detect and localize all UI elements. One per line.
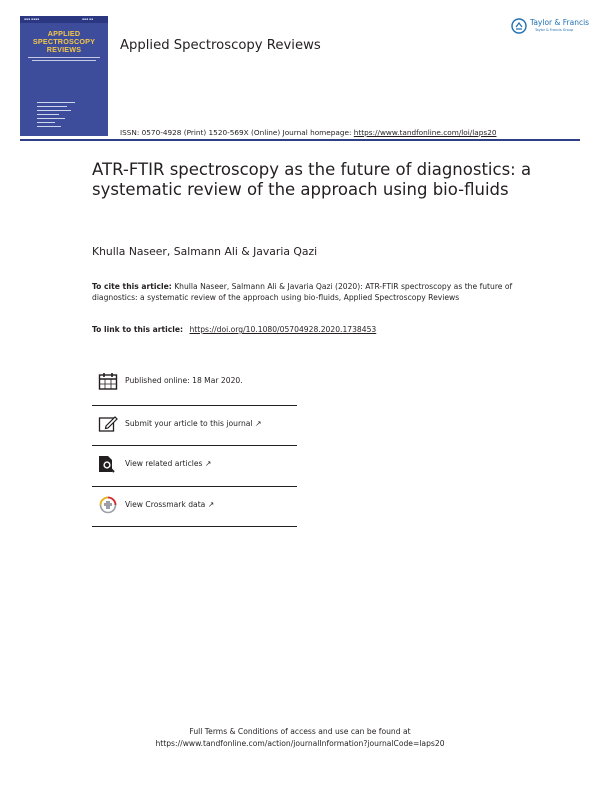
header-divider bbox=[20, 139, 580, 141]
row-divider bbox=[92, 526, 297, 527]
journal-cover-image: ▪▪▪ ▪▪▪▪ ▪▪▪ ▪▪ APPLIED SPECTROSCOPY REVIEWS bbox=[20, 16, 108, 136]
calendar-icon bbox=[98, 372, 118, 390]
edit-icon bbox=[98, 415, 118, 433]
cover-journal-name: APPLIED SPECTROSCOPY REVIEWS bbox=[32, 29, 96, 54]
external-link-icon: ↗ bbox=[207, 500, 215, 509]
article-authors: Khulla Naseer, Salmann Ali & Javaria Qazi bbox=[92, 245, 318, 258]
publisher-logo[interactable] bbox=[511, 17, 590, 37]
publisher-name: Taylor & Francis bbox=[530, 18, 590, 27]
crossmark-label[interactable]: View Crossmark data ↗ bbox=[125, 500, 215, 509]
crossmark-row[interactable] bbox=[92, 484, 297, 524]
submit-article-label[interactable]: Submit your article to this journal ↗ bbox=[125, 419, 262, 428]
search-document-icon bbox=[98, 455, 118, 473]
cite-text: Khulla Naseer, Salmann Ali & Javaria Qazi (2020): ATR-FTIR spectroscopy as the future of diagnostics: a systematic review of the approach using bio-fluids, Applied Spectroscopy Reviews bbox=[92, 282, 513, 302]
issn-line bbox=[120, 128, 496, 137]
citation-block bbox=[92, 281, 522, 303]
published-online-label: Published online: 18 Mar 2020. bbox=[125, 376, 243, 385]
related-articles-label[interactable]: View related articles ↗ bbox=[125, 459, 212, 468]
journal-title: Applied Spectroscopy Reviews bbox=[120, 38, 321, 53]
external-link-icon: ↗ bbox=[204, 459, 212, 468]
related-articles-row[interactable] bbox=[92, 443, 297, 483]
published-online-row bbox=[92, 360, 297, 400]
crossmark-icon bbox=[98, 496, 118, 514]
terms-text: Full Terms & Conditions of access and use can be found at bbox=[189, 727, 411, 736]
journal-homepage-link[interactable]: https://www.tandfonline.com/loi/laps20 bbox=[353, 128, 497, 137]
doi-link[interactable]: https://doi.org/10.1080/05704928.2020.1738453 bbox=[189, 325, 377, 334]
issn-text: ISSN: 0570-4928 (Print) 1520-569X (Online) Journal homepage: bbox=[120, 128, 352, 137]
article-title: ATR-FTIR spectroscopy as the future of diagnostics: a systematic review of the approach using bio-fluids bbox=[92, 160, 532, 199]
external-link-icon: ↗ bbox=[254, 419, 262, 428]
terms-link[interactable]: https://www.tandfonline.com/action/journalInformation?journalCode=laps20 bbox=[155, 738, 445, 748]
submit-article-row[interactable] bbox=[92, 403, 297, 443]
publisher-tagline: Taylor & Francis Group bbox=[535, 28, 574, 32]
cite-label: To cite this article: bbox=[92, 282, 172, 291]
doi-row bbox=[92, 325, 376, 334]
link-label: To link to this article: bbox=[92, 325, 184, 334]
publisher-logo-icon bbox=[511, 18, 527, 34]
terms-footer bbox=[0, 726, 600, 749]
